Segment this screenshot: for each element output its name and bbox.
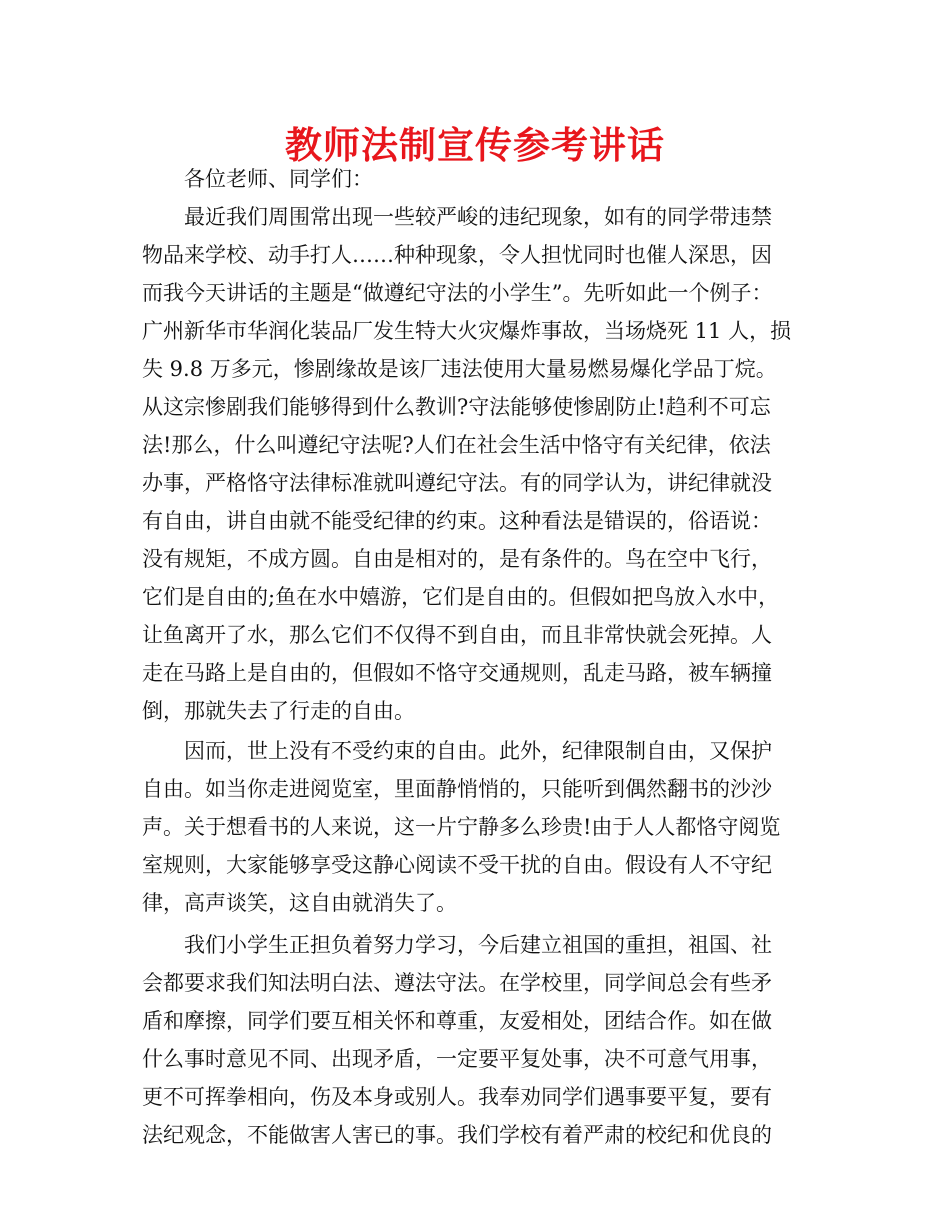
paragraph-line: 物品来学校、动手打人……种种现象，令人担忧同时也催人深思，因 <box>142 243 772 267</box>
paragraph-line: 办事，严格恪守法律标准就叫遵纪守法。有的同学认为，讲纪律就没 <box>142 471 772 495</box>
paragraph-line: 什么事时意见不同、出现矛盾，一定要平复处事，决不可意气用事， <box>142 1047 772 1071</box>
paragraph-line: 会都要求我们知法明白法、遵法守法。在学校里，同学间总会有些矛 <box>142 971 772 995</box>
paragraph-1 <box>142 198 814 730</box>
paragraph-line: 最近我们周围常出现一些较严峻的违纪现象，如有的同学带违禁 <box>184 205 772 229</box>
paragraph-line: 广州新华市华润化装品厂发生特大火灾爆炸事故，当场烧死 11 人，损 <box>142 319 792 343</box>
paragraph-line: 倒，那就失去了行走的自由。 <box>142 699 415 723</box>
paragraph-2 <box>142 732 814 922</box>
paragraph-line: 法纪观念，不能做害人害已的事。我们学校有着严肃的校纪和优良的 <box>142 1123 772 1147</box>
paragraph-line: 室规则，大家能够享受这静心阅读不受干扰的自由。假设有人不守纪 <box>142 853 772 877</box>
paragraph-line: 盾和摩擦，同学们要互相关怀和尊重，友爱相处，团结合作。如在做 <box>142 1009 772 1033</box>
paragraph-line: 没有规矩，不成方圆。自由是相对的，是有条件的。鸟在空中飞行， <box>142 547 772 571</box>
paragraph-line: 自由。如当你走进阅览室，里面静悄悄的，只能听到偶然翻书的沙沙 <box>142 777 772 801</box>
greeting: 各位老师、同学们： <box>184 167 373 191</box>
paragraph-line: 我们小学生正担负着努力学习，今后建立祖国的重担，祖国、社 <box>184 933 772 957</box>
paragraph-line: 失 9.8 万多元，惨剧缘故是该厂违法使用大量易燃易爆化学品丁烷。 <box>142 357 777 381</box>
document-title: 教师法制宣传参考讲话 <box>285 124 665 167</box>
paragraph-line: 而我今天讲话的主题是“做遵纪守法的小学生”。先听如此一个例子： <box>142 281 773 305</box>
paragraph-line: 从这宗惨剧我们能够得到什么教训?守法能够使惨剧防止!趋利不可忘 <box>142 395 771 419</box>
paragraph-line: 声。关于想看书的人来说，这一片宁静多么珍贵!由于人人都恪守阅览 <box>142 815 781 839</box>
paragraph-line: 走在马路上是自由的，但假如不恪守交通规则，乱走马路，被车辆撞 <box>142 661 772 685</box>
paragraph-line: 因而，世上没有不受约束的自由。此外，纪律限制自由，又保护 <box>184 739 772 763</box>
paragraph-3 <box>142 926 814 1154</box>
paragraph-line: 更不可挥拳相向，伤及本身或别人。我奉劝同学们遇事要平复，要有 <box>142 1085 772 1109</box>
document-body <box>142 160 814 1154</box>
paragraph-line: 律，高声谈笑，这自由就消失了。 <box>142 891 457 915</box>
paragraph-line: 它们是自由的;鱼在水中嬉游，它们是自由的。但假如把鸟放入水中， <box>142 585 780 609</box>
paragraph-line: 让鱼离开了水，那么它们不仅得不到自由，而且非常快就会死掉。人 <box>142 623 772 647</box>
paragraph-line: 法!那么，什么叫遵纪守法呢?人们在社会生活中恪守有关纪律，依法 <box>142 433 771 457</box>
paragraph-line: 有自由，讲自由就不能受纪律的约束。这种看法是错误的，俗语说： <box>142 509 772 533</box>
